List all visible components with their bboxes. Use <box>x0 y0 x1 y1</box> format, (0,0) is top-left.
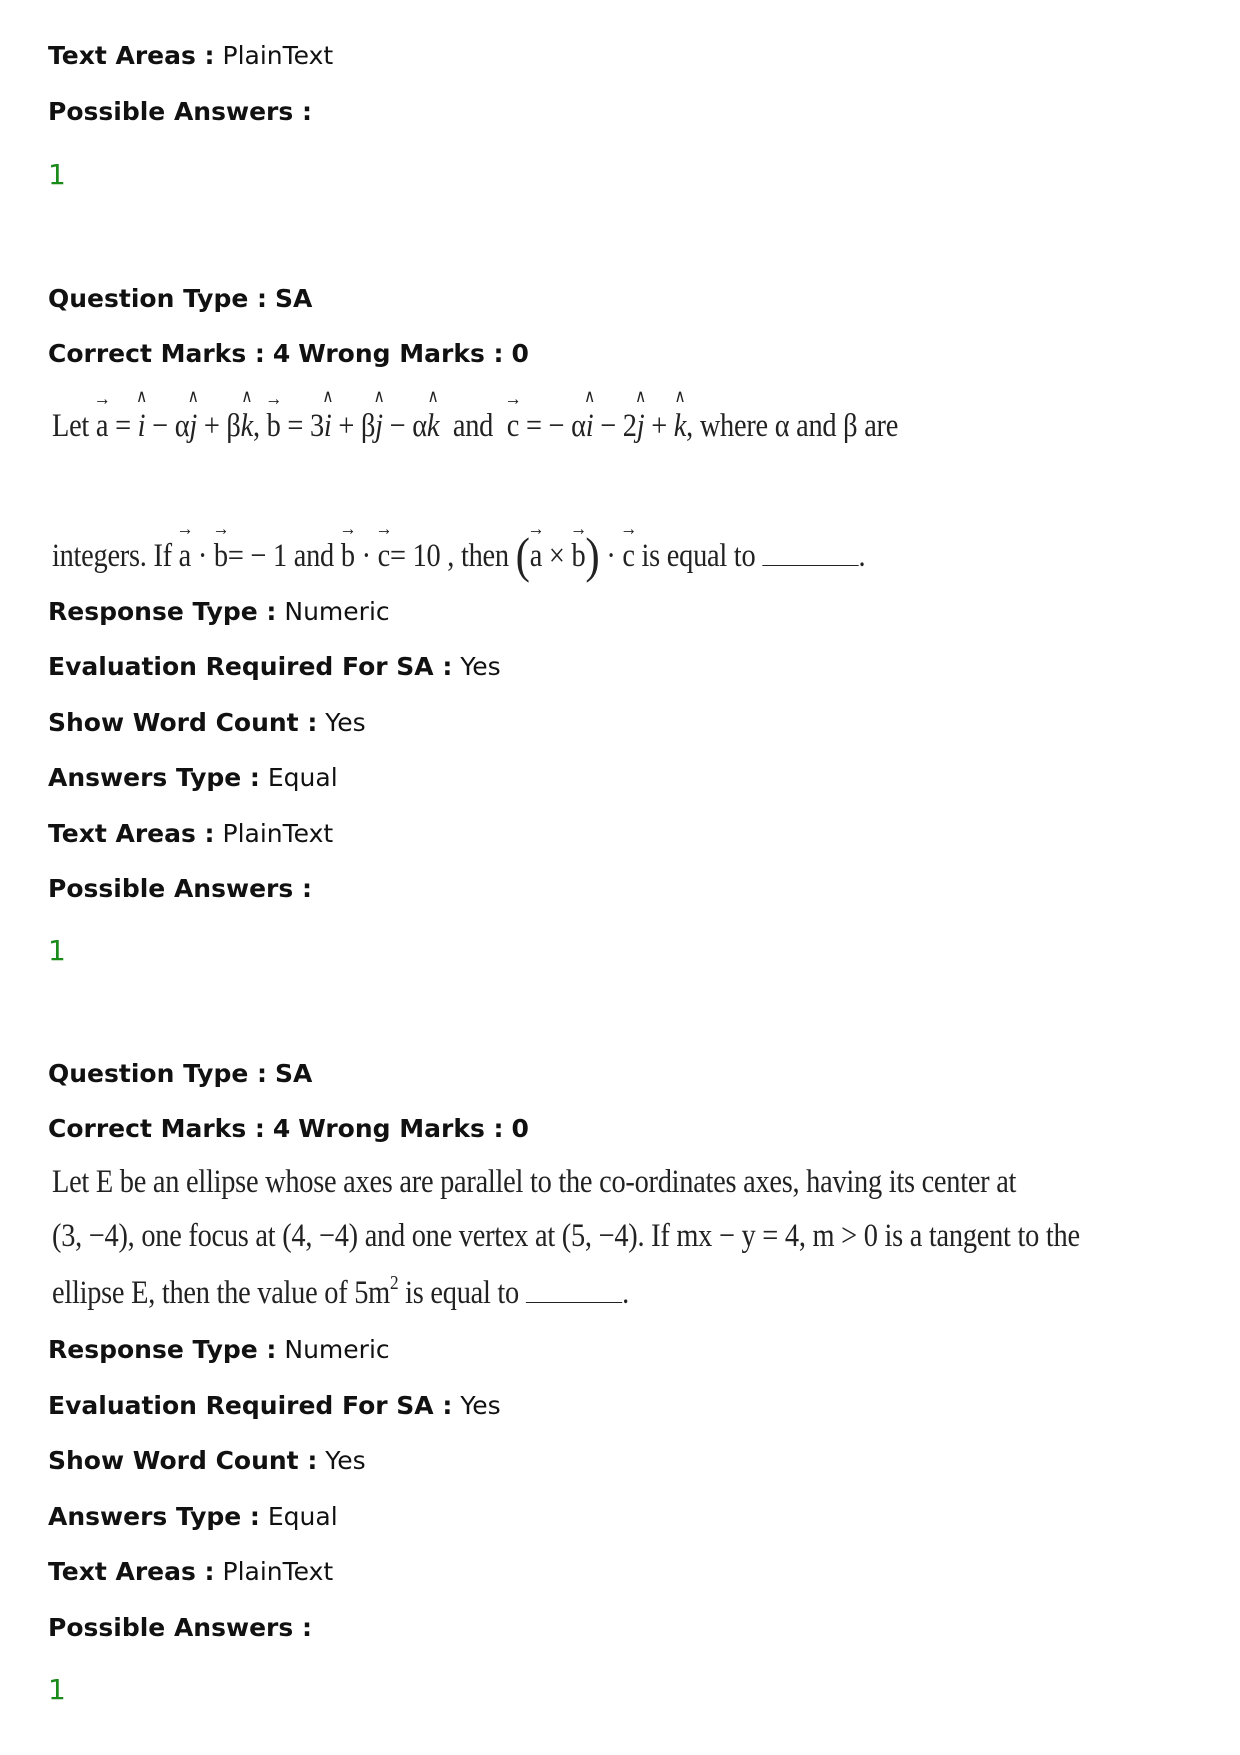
q1-minus2: − 2 <box>600 408 637 444</box>
q1-minus-alpha: − α <box>152 408 190 444</box>
q2-period: . <box>622 1275 629 1311</box>
vector-a-2: → a <box>179 538 191 575</box>
q2-response-type-row <box>48 1333 390 1367</box>
q1-eq: = <box>115 408 131 444</box>
possible-answers-label: Possible Answers : <box>48 1613 312 1642</box>
q1-and: and <box>452 408 494 444</box>
q1-where: , where α and β are <box>686 408 899 444</box>
evaluation-value: Yes <box>460 652 501 681</box>
q1-statement-line1 <box>52 408 898 445</box>
correct-marks-value: 4 <box>272 339 291 368</box>
answer-blank <box>526 1280 622 1303</box>
q1-cross: × <box>548 538 565 574</box>
q2-evaluation-row <box>48 1389 501 1423</box>
vector-b-3: → b <box>341 538 355 575</box>
q2-statement-line2: (3, −4), one focus at (4, −4) and one vertex at (5, −4). If mx − y = 4, m > 0 is a tangent to the <box>52 1218 1080 1254</box>
question-type-value: SA <box>274 284 313 313</box>
question-type-label: Question Type : <box>48 284 268 313</box>
q1-eq10: = 10 , then <box>389 538 509 574</box>
unit-k: ∧ k <box>241 408 253 445</box>
word-count-value: Yes <box>325 1446 366 1475</box>
q1-is-equal: is equal to <box>641 538 756 574</box>
answers-type-value: Equal <box>267 1502 338 1531</box>
unit-i: ∧ i <box>138 408 146 445</box>
q1-dot-2: · <box>361 538 371 574</box>
q2-line3-text: ellipse E, then the value of 5m <box>52 1275 390 1311</box>
q2-statement-line3 <box>52 1272 629 1312</box>
wrong-marks-label: Wrong Marks : <box>298 1114 504 1143</box>
answers-type-value: Equal <box>267 763 338 792</box>
vector-b: → b <box>267 408 281 445</box>
q1-question-type-row <box>48 282 312 316</box>
q2-line3-superscript: 2 <box>389 1272 399 1294</box>
unit-j-2: ∧ j <box>375 408 383 445</box>
possible-answers-label: Possible Answers : <box>48 97 312 126</box>
q1-word-count-row <box>48 706 366 740</box>
q2-possible-answers-row <box>48 1611 312 1645</box>
word-count-label: Show Word Count : <box>48 708 318 737</box>
text-areas-value: PlainText <box>222 1557 334 1586</box>
top-possible-answer-value: 1 <box>48 158 66 191</box>
correct-marks-label: Correct Marks : <box>48 339 265 368</box>
q1-integers: integers. If <box>52 538 172 574</box>
response-type-label: Response Type : <box>48 597 277 626</box>
open-paren: ( <box>515 527 530 583</box>
vector-b-2: → b <box>214 538 228 575</box>
q2-line3-text-b: is equal to <box>398 1275 526 1311</box>
wrong-marks-value: 0 <box>511 1114 529 1143</box>
response-type-value: Numeric <box>284 1335 390 1364</box>
q1-evaluation-row <box>48 650 501 684</box>
vector-a-3: → a <box>530 538 542 575</box>
q2-question-type-row <box>48 1057 312 1091</box>
text-areas-label: Text Areas : <box>48 1557 215 1586</box>
text-areas-label: Text Areas : <box>48 819 215 848</box>
q1-eq3: = 3 <box>287 408 324 444</box>
evaluation-value: Yes <box>460 1391 501 1420</box>
q1-minus-alpha-2: − α <box>389 408 427 444</box>
q2-possible-answer-value: 1 <box>48 1673 66 1706</box>
q1-possible-answer-value: 1 <box>48 934 66 967</box>
unit-j-3: ∧ j <box>637 408 645 445</box>
top-possible-answers-row <box>48 95 312 129</box>
q1-plus-beta: + β <box>203 408 241 444</box>
q1-text-areas-row <box>48 817 333 851</box>
question-type-value: SA <box>274 1059 313 1088</box>
close-paren: ) <box>585 527 600 583</box>
q2-answers-type-row <box>48 1500 338 1534</box>
wrong-marks-value: 0 <box>511 339 529 368</box>
response-type-label: Response Type : <box>48 1335 277 1364</box>
q1-marks-row <box>48 337 529 371</box>
q1-dot: · <box>197 538 208 574</box>
q1-let: Let <box>52 408 90 444</box>
answer-blank <box>762 543 858 566</box>
unit-j: ∧ j <box>189 408 197 445</box>
vector-b-4: → b <box>571 538 585 575</box>
q1-eq-minus-alpha: = − α <box>525 408 586 444</box>
q2-statement-line1: Let E be an ellipse whose axes are parallel to the co-ordinates axes, having its center at <box>52 1164 1017 1200</box>
vector-c: → c <box>507 408 519 445</box>
word-count-label: Show Word Count : <box>48 1446 318 1475</box>
unit-i-2: ∧ i <box>324 408 332 445</box>
q1-plus-beta-2: + β <box>338 408 376 444</box>
q1-eq-minus1: = − 1 and <box>227 538 334 574</box>
q2-marks-row <box>48 1112 529 1146</box>
response-type-value: Numeric <box>284 597 390 626</box>
q1-response-type-row <box>48 595 390 629</box>
possible-answers-label: Possible Answers : <box>48 874 312 903</box>
word-count-value: Yes <box>325 708 366 737</box>
q1-statement-line2 <box>52 526 865 584</box>
text-areas-value: PlainText <box>222 41 334 70</box>
q1-possible-answers-row <box>48 872 312 906</box>
q1-comma: , <box>252 408 260 444</box>
q1-dot-3: · <box>606 538 616 574</box>
top-text-areas-row <box>48 39 333 73</box>
q1-plus: + <box>651 408 667 444</box>
evaluation-label: Evaluation Required For SA : <box>48 1391 453 1420</box>
answers-type-label: Answers Type : <box>48 1502 260 1531</box>
text-areas-label: Text Areas : <box>48 41 215 70</box>
correct-marks-label: Correct Marks : <box>48 1114 265 1143</box>
q1-period: . <box>858 538 866 574</box>
unit-i-3: ∧ i <box>586 408 594 445</box>
q2-text-areas-row <box>48 1555 333 1589</box>
wrong-marks-label: Wrong Marks : <box>298 339 504 368</box>
unit-k-3: ∧ k <box>674 408 686 445</box>
q1-answers-type-row <box>48 761 338 795</box>
correct-marks-value: 4 <box>272 1114 291 1143</box>
text-areas-value: PlainText <box>222 819 334 848</box>
q2-word-count-row <box>48 1444 366 1478</box>
question-type-label: Question Type : <box>48 1059 268 1088</box>
unit-k-2: ∧ k <box>427 408 439 445</box>
vector-c-2: → c <box>378 538 390 575</box>
vector-c-3: → c <box>622 538 634 575</box>
vector-a: → a <box>96 408 108 445</box>
evaluation-label: Evaluation Required For SA : <box>48 652 453 681</box>
answers-type-label: Answers Type : <box>48 763 260 792</box>
